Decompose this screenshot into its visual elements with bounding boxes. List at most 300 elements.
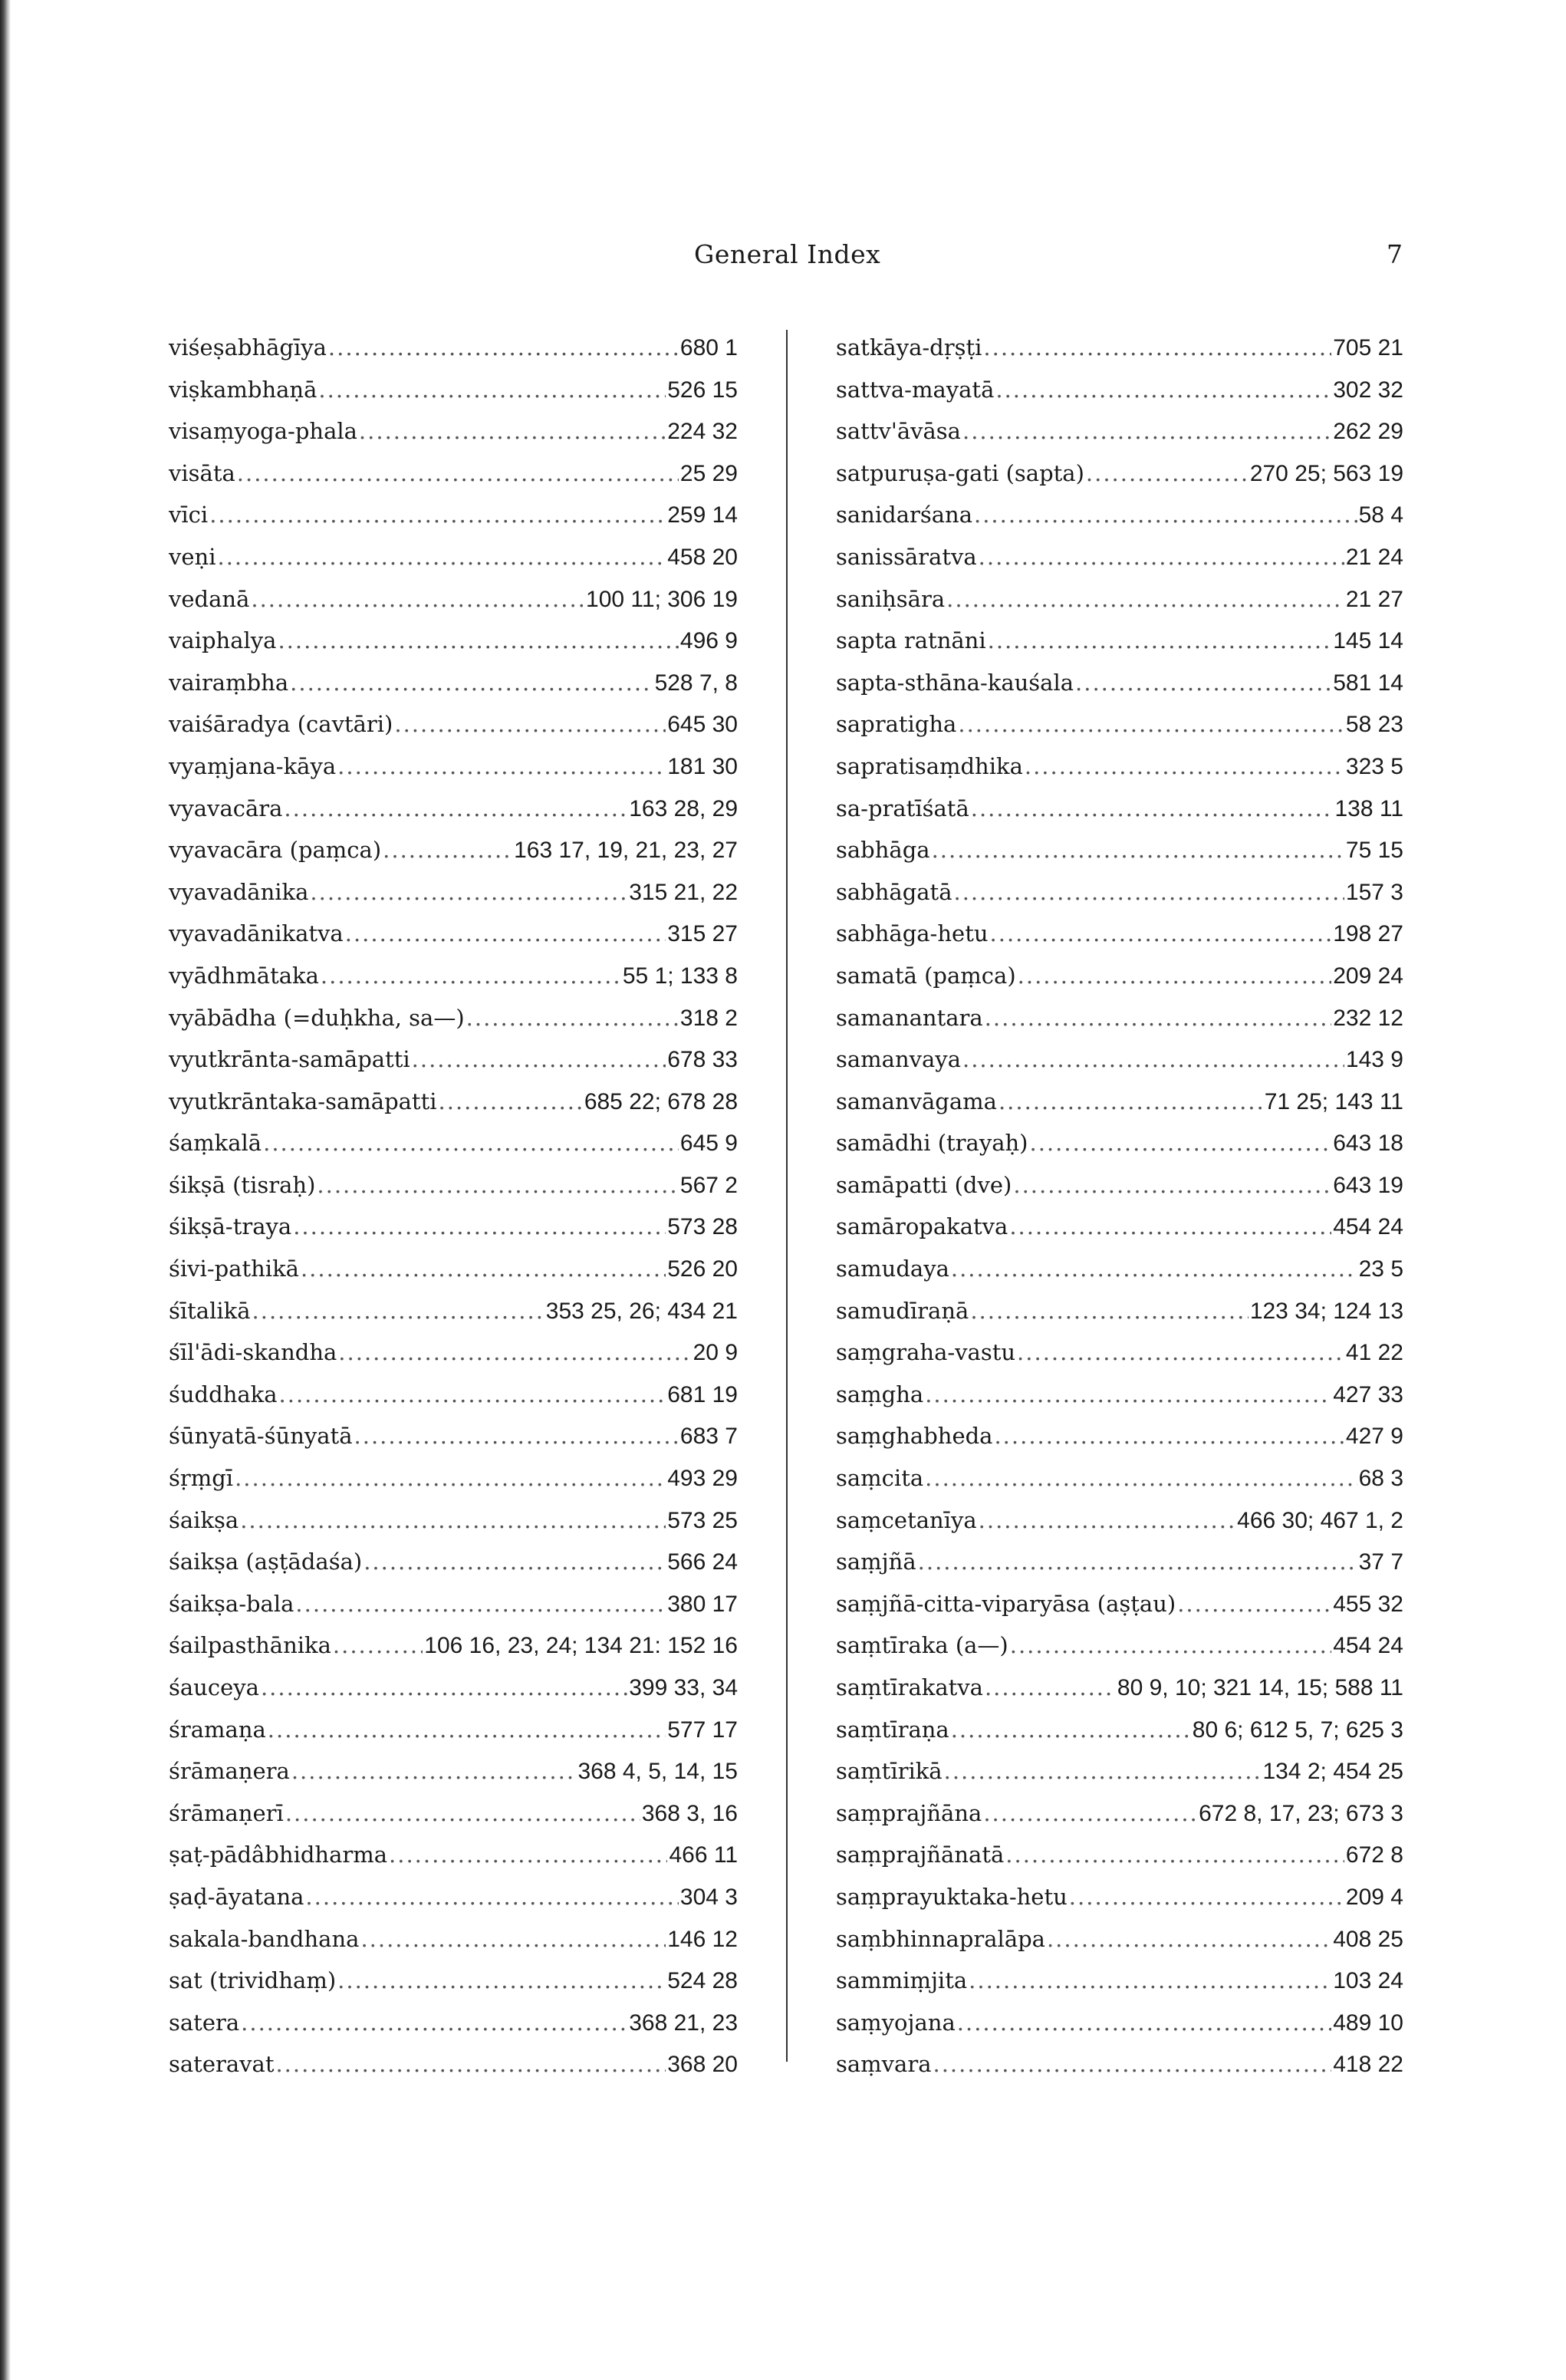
index-term: samādhi (trayaḥ): [836, 1130, 1028, 1157]
dot-leader: [1017, 1332, 1344, 1374]
index-entry: [836, 327, 1403, 369]
index-entry: [836, 2043, 1403, 2085]
dot-leader: [412, 1039, 666, 1081]
dot-leader: [290, 662, 653, 704]
dot-leader: [951, 1709, 1191, 1751]
page-reference: 21 27: [1345, 586, 1403, 612]
index-term: saṃprayuktaka-hetu: [836, 1883, 1068, 1910]
index-term: vedanā: [169, 585, 250, 612]
dot-leader: [1005, 1834, 1344, 1876]
dot-leader: [263, 1122, 679, 1164]
dot-leader: [946, 578, 1344, 621]
dot-leader: [957, 2002, 1331, 2044]
index-term: visāta: [169, 459, 235, 486]
dot-leader: [345, 913, 666, 955]
page-reference: 454 24: [1333, 1214, 1403, 1240]
index-term: satpuruṣa-gati (sapta): [836, 459, 1084, 486]
index-entry: [836, 1206, 1403, 1248]
index-entry: [169, 620, 738, 662]
dot-leader: [1029, 1122, 1331, 1164]
page-reference: 566 24: [667, 1549, 738, 1575]
index-term: sakala-bandhana: [169, 1925, 360, 1952]
dot-leader: [970, 1290, 1249, 1332]
index-term: śikṣā (tisraḥ): [169, 1171, 316, 1198]
index-term: śaikṣa (aṣṭādaśa): [169, 1549, 363, 1575]
page-reference: 157 3: [1345, 879, 1403, 905]
index-entry: [169, 1332, 738, 1374]
page-reference: 123 34; 124 13: [1249, 1298, 1403, 1324]
index-term: satkāya-dṛṣṭi: [836, 334, 982, 360]
index-term: saṃbhinnapralāpa: [836, 1925, 1045, 1952]
dot-leader: [291, 1750, 577, 1792]
index-term: saṃjñā: [836, 1549, 916, 1575]
dot-leader: [278, 620, 678, 662]
index-entry: [836, 1667, 1403, 1709]
page-reference: 685 22; 678 28: [584, 1088, 738, 1114]
page-reference: 678 33: [667, 1047, 738, 1073]
page-reference: 353 25, 26; 434 21: [545, 1298, 738, 1324]
page-reference: 368 20: [667, 2052, 738, 2078]
index-entry: [169, 453, 738, 495]
page-reference: 526 20: [667, 1256, 738, 1282]
dot-leader: [954, 871, 1344, 913]
dot-leader: [310, 871, 627, 913]
index-entry: [169, 1709, 738, 1751]
index-term: śrāmaṇera: [169, 1758, 290, 1785]
index-entry: [169, 1206, 738, 1248]
index-term: saṃgraha-vastu: [836, 1339, 1016, 1366]
dot-leader: [317, 1164, 679, 1206]
dot-leader: [318, 369, 666, 411]
index-entry: [169, 871, 738, 913]
index-term: samudaya: [836, 1256, 949, 1282]
index-term: saṃyojana: [836, 2009, 956, 2036]
dot-leader: [979, 536, 1344, 578]
page-reference: 524 28: [667, 1968, 738, 1994]
index-term: sattva-mayatā: [836, 376, 995, 403]
dot-leader: [275, 2043, 666, 2085]
index-term: vyutkrānta-samāpatti: [169, 1046, 410, 1073]
index-entry: [836, 410, 1403, 453]
index-entry: [169, 1918, 738, 1960]
index-column-right: [836, 327, 1403, 2085]
column-divider: [786, 330, 788, 2062]
index-term: śikṣā-traya: [169, 1213, 292, 1240]
dot-leader: [1069, 1876, 1344, 1918]
page-reference: 68 3: [1358, 1466, 1403, 1492]
dot-leader: [305, 1876, 679, 1918]
dot-leader: [268, 1709, 666, 1751]
page-reference: 323 5: [1345, 753, 1403, 779]
dot-leader: [321, 955, 621, 997]
index-term: sabhāgatā: [836, 878, 952, 905]
index-term: saṃghabheda: [836, 1423, 993, 1450]
index-entry: [169, 829, 738, 871]
index-term: śuddhaka: [169, 1381, 278, 1407]
index-entry: [836, 1750, 1403, 1792]
index-term: vīci: [169, 502, 209, 528]
index-term: sapta-sthāna-kauśala: [836, 669, 1074, 696]
index-term: samanantara: [836, 1004, 983, 1031]
dot-leader: [337, 1960, 666, 2002]
page-reference: 75 15: [1345, 838, 1403, 864]
page-reference: 209 4: [1345, 1884, 1403, 1910]
page-reference: 380 17: [667, 1591, 738, 1617]
dot-leader: [218, 536, 666, 578]
page-reference: 368 4, 5, 14, 15: [577, 1759, 738, 1785]
index-entry: [836, 1081, 1403, 1123]
dot-leader: [383, 829, 512, 871]
page-reference: 496 9: [679, 628, 738, 654]
index-term: samanvaya: [836, 1046, 961, 1073]
index-term: sanidarśana: [836, 502, 972, 528]
index-entry: [836, 1164, 1403, 1206]
page-reference: 209 24: [1333, 963, 1403, 989]
index-column-left: [169, 327, 738, 2085]
page-reference: 643 19: [1333, 1172, 1403, 1198]
page-reference: 100 11; 306 19: [586, 586, 738, 612]
index-entry: [169, 536, 738, 578]
index-entry: [836, 1122, 1403, 1164]
index-entry: [169, 410, 738, 453]
index-entry: [836, 1499, 1403, 1542]
dot-leader: [958, 703, 1344, 746]
index-term: samudīraṇā: [836, 1297, 969, 1324]
page-reference: 455 32: [1333, 1591, 1403, 1617]
dot-leader: [1009, 1206, 1331, 1248]
index-term: viśeṣabhāgīya: [169, 334, 327, 360]
page-reference: 368 21, 23: [629, 2010, 738, 2036]
page-reference: 454 24: [1333, 1633, 1403, 1659]
index-term: vaiśāradya (cavtāri): [169, 711, 393, 738]
index-term: śivi-pathikā: [169, 1256, 299, 1282]
index-term: śṛṃgī: [169, 1465, 234, 1492]
index-entry: [169, 1081, 738, 1123]
page-reference: 37 7: [1358, 1549, 1403, 1575]
dot-leader: [394, 703, 666, 746]
index-entry: [169, 1164, 738, 1206]
page-reference: 466 11: [669, 1842, 738, 1868]
page-reference: 134 2; 454 25: [1262, 1759, 1403, 1785]
index-term: sabhāga: [836, 837, 930, 864]
dot-leader: [1025, 746, 1344, 788]
index-entry: [836, 1792, 1403, 1835]
index-entry: [836, 662, 1403, 704]
index-entry: [169, 1667, 738, 1709]
page-reference: 526 15: [667, 377, 738, 403]
index-entry: [169, 1290, 738, 1332]
page-reference: 224 32: [667, 419, 738, 445]
page-reference: 163 28, 29: [629, 795, 738, 821]
index-entry: [169, 955, 738, 997]
index-term: śramaṇa: [169, 1716, 266, 1743]
index-entry: [169, 1122, 738, 1164]
index-entry: [169, 662, 738, 704]
index-entry: [836, 1583, 1403, 1625]
page-reference: 232 12: [1333, 1005, 1403, 1031]
page-reference: 458 20: [667, 544, 738, 570]
index-entry: [836, 1876, 1403, 1918]
index-entry: [836, 1332, 1403, 1374]
index-term: saṃcetanīya: [836, 1506, 977, 1533]
dot-leader: [925, 1457, 1357, 1499]
page-reference: 581 14: [1333, 670, 1403, 696]
index-entry: [836, 746, 1403, 788]
index-entry: [169, 1374, 738, 1416]
page-reference: 399 33, 34: [629, 1675, 738, 1700]
dot-leader: [918, 1541, 1357, 1583]
index-entry: [836, 1834, 1403, 1876]
page-reference: 259 14: [667, 502, 738, 528]
dot-leader: [209, 494, 666, 536]
page-reference: 41 22: [1345, 1340, 1403, 1366]
index-entry: [169, 2002, 738, 2044]
page-reference: 138 11: [1334, 795, 1403, 821]
page-reference: 145 14: [1333, 628, 1403, 654]
dot-leader: [389, 1834, 667, 1876]
page-reference: 80 9, 10; 321 14, 15; 588 11: [1117, 1675, 1403, 1700]
index-term: sapratigha: [836, 711, 957, 738]
index-entry: [169, 997, 738, 1039]
dot-leader: [359, 410, 666, 453]
index-term: saṃtīrikā: [836, 1758, 943, 1785]
dot-leader: [995, 369, 1331, 411]
dot-leader: [932, 829, 1344, 871]
index-entry: [169, 1457, 738, 1499]
dot-leader: [962, 410, 1331, 453]
page-reference: 645 30: [667, 712, 738, 738]
index-term: vaiphalya: [169, 627, 277, 654]
index-term: śauceya: [169, 1674, 259, 1700]
dot-leader: [971, 788, 1334, 830]
dot-leader: [990, 913, 1332, 955]
dot-leader: [962, 1039, 1344, 1081]
page-reference: 315 27: [667, 921, 738, 947]
index-entry: [836, 1457, 1403, 1499]
index-entry: [169, 2043, 738, 2085]
page-reference: 427 9: [1345, 1424, 1403, 1450]
page-number: 7: [1387, 239, 1403, 269]
index-term: saṃtīraka (a—): [836, 1632, 1008, 1659]
page-reference: 418 22: [1333, 2052, 1403, 2078]
dot-leader: [293, 1206, 666, 1248]
index-entry: [836, 1541, 1403, 1583]
dot-leader: [295, 1583, 666, 1625]
index-term: śaikṣa-bala: [169, 1590, 294, 1617]
page-reference: 645 9: [679, 1131, 738, 1157]
dot-leader: [933, 2043, 1332, 2085]
page-reference: 71 25; 143 11: [1264, 1088, 1403, 1114]
dot-leader: [235, 1457, 666, 1499]
page-reference: 368 3, 16: [641, 1800, 738, 1826]
dot-leader: [338, 1332, 691, 1374]
page-reference: 25 29: [679, 460, 738, 486]
index-entry: [169, 1625, 738, 1667]
index-entry: [836, 1290, 1403, 1332]
dot-leader: [951, 1248, 1357, 1290]
index-entry: [836, 1374, 1403, 1416]
page-reference: 58 23: [1345, 712, 1403, 738]
index-entry: [169, 1792, 738, 1835]
index-term: vyavadānikatva: [169, 920, 344, 947]
index-entry: [169, 494, 738, 536]
index-term: sanissāratva: [836, 543, 977, 570]
index-entry: [169, 703, 738, 746]
index-entry: [836, 788, 1403, 830]
page-reference: 270 25; 563 19: [1249, 460, 1403, 486]
dot-leader: [1010, 1625, 1331, 1667]
index-entry: [836, 997, 1403, 1039]
dot-leader: [354, 1415, 679, 1457]
index-entry: [169, 1750, 738, 1792]
page-reference: 143 9: [1345, 1047, 1403, 1073]
page-reference: 302 32: [1333, 377, 1403, 403]
dot-leader: [925, 1374, 1331, 1416]
index-term: śailpasthānika: [169, 1632, 331, 1659]
dot-leader: [969, 1960, 1331, 2002]
page-reference: 304 3: [679, 1884, 738, 1910]
index-entry: [836, 536, 1403, 578]
index-term: satera: [169, 2009, 240, 2036]
index-term: veṇi: [169, 543, 216, 570]
dot-leader: [1086, 453, 1249, 495]
index-entry: [836, 955, 1403, 997]
index-term: vairaṃbha: [169, 669, 289, 696]
index-term: saṃcita: [836, 1465, 924, 1492]
index-term: vyutkrāntaka-samāpatti: [169, 1088, 437, 1114]
index-entry: [169, 327, 738, 369]
index-term: visaṃyoga-phala: [169, 418, 357, 445]
dot-leader: [364, 1541, 666, 1583]
index-term: vyavacāra: [169, 795, 283, 821]
page-reference: 573 28: [667, 1214, 738, 1240]
page-reference: 55 1; 133 8: [622, 963, 738, 989]
index-term: saṃgha: [836, 1381, 924, 1407]
dot-leader: [1177, 1583, 1331, 1625]
index-term: śaikṣa: [169, 1506, 239, 1533]
page-reference: 643 18: [1333, 1131, 1403, 1157]
index-term: saniḥsāra: [836, 585, 946, 612]
page-reference: 567 2: [679, 1172, 738, 1198]
index-entry: [169, 1876, 738, 1918]
page-reference: 427 33: [1333, 1381, 1403, 1407]
index-term: sat (trividhaṃ): [169, 1967, 337, 1994]
index-entry: [836, 1248, 1403, 1290]
index-entry: [836, 1415, 1403, 1457]
page-reference: 680 1: [679, 335, 738, 360]
index-entry: [169, 1039, 738, 1081]
index-entry: [169, 1499, 738, 1542]
index-term: śūnyatā-śūnyatā: [169, 1423, 353, 1450]
index-entry: [169, 1248, 738, 1290]
index-term: sateravat: [169, 2051, 275, 2078]
dot-leader: [988, 620, 1332, 662]
index-term: śītalikā: [169, 1297, 251, 1324]
index-term: vyābādha (=duḥkha, sa—): [169, 1004, 465, 1031]
index-term: ṣaḍ-āyatana: [169, 1883, 304, 1910]
index-term: saṃtīraṇa: [836, 1716, 949, 1743]
index-entry: [169, 913, 738, 955]
index-term: viṣkambhaṇā: [169, 376, 317, 403]
index-term: saṃtīrakatva: [836, 1674, 983, 1700]
index-entry: [836, 1709, 1403, 1751]
dot-leader: [237, 453, 679, 495]
book-spine-edge: [0, 0, 11, 2380]
index-entry: [836, 703, 1403, 746]
index-entry: [169, 1834, 738, 1876]
index-term: sabhāga-hetu: [836, 920, 989, 947]
page-reference: 58 4: [1358, 502, 1403, 528]
index-entry: [836, 829, 1403, 871]
dot-leader: [1013, 1164, 1331, 1206]
dot-leader: [983, 1792, 1197, 1835]
page-reference: 80 6; 612 5, 7; 625 3: [1192, 1717, 1403, 1743]
dot-leader: [279, 1374, 666, 1416]
dot-leader: [285, 1792, 640, 1835]
dot-leader: [1018, 955, 1332, 997]
dot-leader: [466, 997, 679, 1039]
page-reference: 23 5: [1358, 1256, 1403, 1282]
dot-leader: [261, 1667, 627, 1709]
index-term: saṃprajñānatā: [836, 1842, 1005, 1868]
dot-leader: [1047, 1918, 1331, 1960]
index-entry: [169, 746, 738, 788]
index-entry: [836, 871, 1403, 913]
index-term: samanvāgama: [836, 1088, 997, 1114]
index-entry: [169, 1415, 738, 1457]
page-reference: 489 10: [1333, 2010, 1403, 2036]
page-reference: 318 2: [679, 1005, 738, 1031]
dot-leader: [284, 788, 627, 830]
page-reference: 262 29: [1333, 419, 1403, 445]
dot-leader: [252, 1290, 544, 1332]
dot-leader: [240, 1499, 666, 1542]
page-reference: 577 17: [667, 1717, 738, 1743]
index-term: ṣaṭ-pādâbhidharma: [169, 1842, 388, 1868]
index-entry: [836, 913, 1403, 955]
index-entry: [836, 578, 1403, 621]
page-reference: 146 12: [667, 1926, 738, 1952]
dot-leader: [251, 578, 584, 621]
page-reference: 683 7: [679, 1424, 738, 1450]
dot-leader: [439, 1081, 583, 1123]
dot-leader: [301, 1248, 666, 1290]
dot-leader: [994, 1415, 1344, 1457]
index-term: vyavacāra (paṃca): [169, 837, 382, 864]
index-entry: [836, 1918, 1403, 1960]
index-entry: [836, 2002, 1403, 2044]
index-term: samatā (paṃca): [836, 962, 1016, 989]
page-reference: 20 9: [693, 1340, 738, 1366]
page-reference: 181 30: [667, 753, 738, 779]
index-entry: [169, 788, 738, 830]
page-reference: 106 16, 23, 24; 134 21: 152 16: [424, 1633, 738, 1659]
index-term: sattv'āvāsa: [836, 418, 961, 445]
page-reference: 198 27: [1333, 921, 1403, 947]
page-reference: 493 29: [667, 1466, 738, 1492]
page-reference: 21 24: [1345, 544, 1403, 570]
index-entry: [169, 578, 738, 621]
index-term: śaṃkalā: [169, 1130, 262, 1157]
page-reference: 315 21, 22: [629, 879, 738, 905]
dot-leader: [979, 1499, 1235, 1542]
index-term: samāropakatva: [836, 1213, 1008, 1240]
dot-leader: [998, 1081, 1263, 1123]
dot-leader: [985, 997, 1332, 1039]
index-entry: [836, 620, 1403, 662]
index-term: śīl'ādi-skandha: [169, 1339, 337, 1366]
index-entry: [836, 453, 1403, 495]
